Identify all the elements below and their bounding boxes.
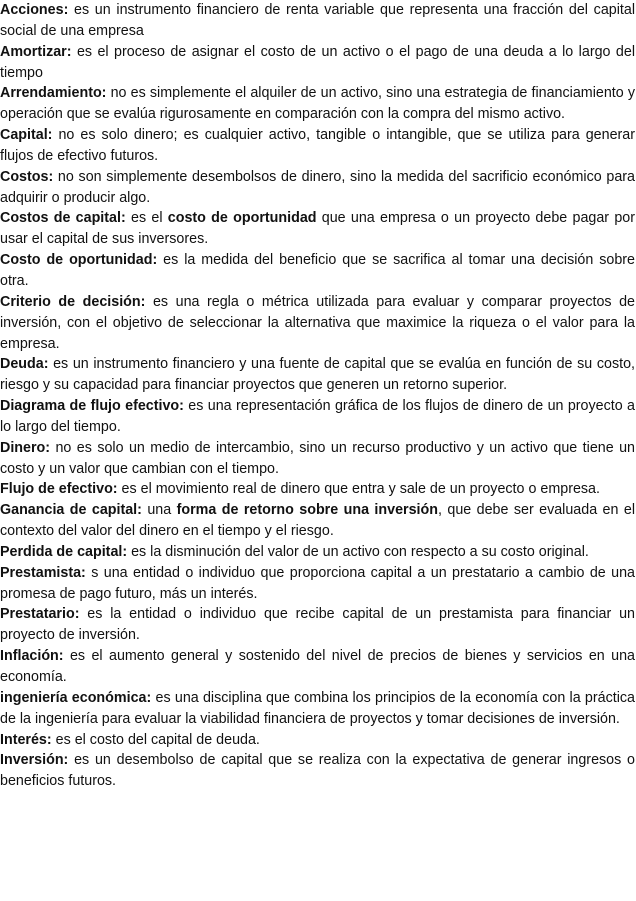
glossary-entry bbox=[0, 563, 635, 605]
glossary-entry bbox=[0, 208, 635, 250]
glossary-entry bbox=[0, 542, 635, 563]
definition-text: , que debe ser evaluada en el contexto del valor del dinero en el tiempo y el riesgo. bbox=[0, 502, 635, 540]
glossary-term: Ganancia de capital: bbox=[0, 502, 142, 519]
glossary-entry bbox=[0, 730, 635, 751]
definition-text: no es solo dinero; es cualquier activo, tangible o intangible, que se utiliza para generar flujos de efectivo futuros. bbox=[0, 127, 635, 164]
definition-text: es el aumento general y sostenido del nivel de precios de bienes y servicios en una economía. bbox=[0, 648, 635, 685]
glossary-term: Dinero: bbox=[0, 439, 51, 456]
glossary-term: Capital: bbox=[0, 127, 53, 144]
glossary-term: Prestamista: bbox=[0, 564, 86, 581]
definition-text: una bbox=[141, 502, 177, 519]
glossary-term: Flujo de efectivo: bbox=[0, 481, 118, 498]
definition-text: es el movimiento real de dinero que entra y sale de un proyecto o empresa. bbox=[117, 481, 600, 498]
glossary-entry bbox=[0, 750, 635, 792]
glossary-entry bbox=[0, 42, 635, 84]
definition-text: es la disminución del valor de un activo con respecto a su costo original. bbox=[127, 543, 589, 560]
definition-text: que una empresa o un proyecto debe pagar por usar el capital de sus inversores. bbox=[0, 210, 635, 248]
glossary-term: Amortizar: bbox=[0, 43, 72, 60]
glossary-entry bbox=[0, 479, 635, 500]
glossary-entry bbox=[0, 438, 635, 480]
glossary-entry bbox=[0, 604, 635, 646]
glossary-term: Prestatario: bbox=[0, 606, 80, 623]
glossary-term: Inversión: bbox=[0, 752, 69, 769]
glossary-entry bbox=[0, 646, 635, 688]
definition-text: no es solo un medio de intercambio, sino un recurso productivo y un activo que tiene un costo y un valor que cambian con el tiempo. bbox=[0, 439, 635, 477]
definition-text: es una regla o métrica utilizada para evaluar y comparar proyectos de inversión, con el objetivo de seleccionar la alternativa que maximice la riqueza o el valor para la empresa. bbox=[0, 293, 635, 352]
glossary-entry bbox=[0, 250, 635, 292]
glossary-term: Perdida de capital: bbox=[0, 543, 128, 560]
definition-text: es la entidad o individuo que recibe capital de un prestamista para financiar un proyecto de inversión. bbox=[0, 606, 635, 644]
definition-text: es una disciplina que combina los principios de la economía con la práctica de la ingeniería para evaluar la viabilidad financiera de proyectos y tomar decisiones de inversión. bbox=[0, 689, 635, 727]
glossary-entry bbox=[0, 354, 635, 396]
glossary-term: Costos: bbox=[0, 168, 54, 185]
definition-text: es un desembolso de capital que se realiza con la expectativa de generar ingresos o beneficios futuros. bbox=[0, 752, 635, 790]
definition-text: es el costo del capital de deuda. bbox=[51, 731, 260, 748]
definition-text: es el bbox=[125, 210, 168, 227]
glossary-entry bbox=[0, 167, 635, 209]
definition-text: es un instrumento financiero de renta variable que representa una fracción del capital social de una empresa bbox=[0, 2, 635, 39]
definition-text: es un instrumento financiero y una fuente de capital que se evalúa en función de su costo, riesgo y su capacidad para financiar proyectos que generen un retorno superior. bbox=[0, 356, 635, 394]
glossary-term: Inflación: bbox=[0, 648, 64, 665]
glossary-entry bbox=[0, 500, 635, 542]
definition-text: es la medida del beneficio que se sacrifica al tomar una decisión sobre otra. bbox=[0, 252, 635, 289]
glossary-term: ingeniería económica: bbox=[0, 689, 152, 706]
definition-text: s una entidad o individuo que proporciona capital a un prestatario a cambio de una promesa de pago futuro, más un interés. bbox=[0, 564, 635, 602]
glossary-entry bbox=[0, 0, 635, 42]
glossary-term: Diagrama de flujo efectivo: bbox=[0, 398, 184, 415]
definition-text: es una representación gráfica de los flujos de dinero de un proyecto a lo largo del tiempo. bbox=[0, 398, 636, 435]
glossary-term: Arrendamiento: bbox=[0, 85, 107, 102]
definition-text: no son simplemente desembolsos de dinero, sino la medida del sacrificio económico para adquirir o producir algo. bbox=[0, 168, 635, 206]
glossary-term: Deuda: bbox=[0, 356, 49, 373]
glossary-entry bbox=[0, 688, 635, 730]
glossary-entry bbox=[0, 292, 635, 355]
definition-text: es el proceso de asignar el costo de un activo o el pago de una deuda a lo largo del tiempo bbox=[0, 43, 635, 81]
glossary-term: Acciones: bbox=[0, 2, 69, 18]
definition-emphasis: costo de oportunidad bbox=[167, 210, 317, 227]
glossary-term: Costo de oportunidad: bbox=[0, 252, 158, 269]
glossary-term: Criterio de decisión: bbox=[0, 293, 146, 310]
glossary-entry bbox=[0, 396, 635, 438]
glossary-term: Costos de capital: bbox=[0, 210, 126, 227]
definition-emphasis: forma de retorno sobre una inversión bbox=[176, 502, 438, 519]
glossary-term: Interés: bbox=[0, 731, 52, 748]
glossary-entry bbox=[0, 125, 635, 167]
definition-text: no es simplemente el alquiler de un activo, sino una estrategia de financiamiento y operación que se evalúa rigurosamente en comparación con la compra del mismo activo. bbox=[0, 85, 635, 123]
glossary-entry bbox=[0, 83, 635, 125]
